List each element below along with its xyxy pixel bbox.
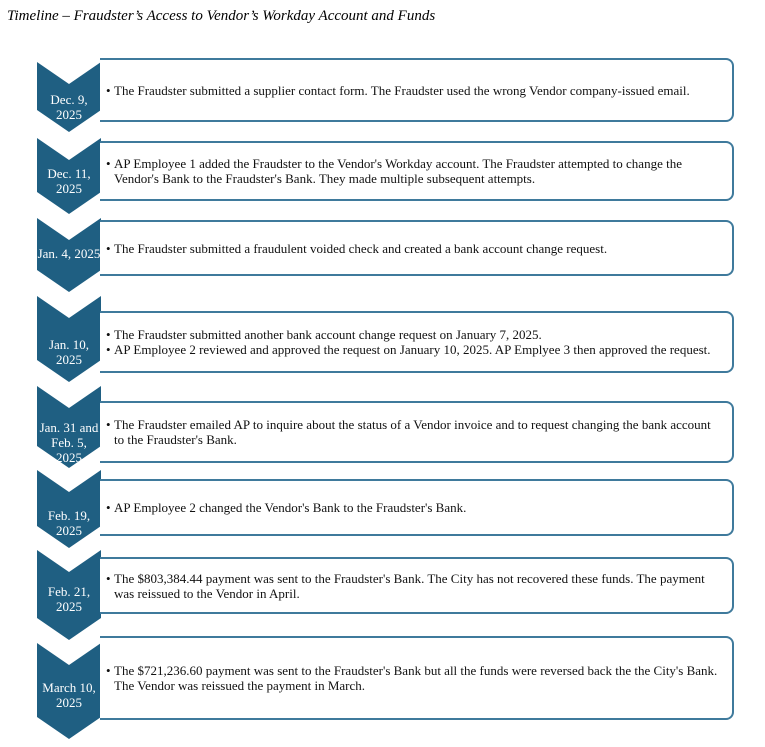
event-date: Jan. 10, 2025 [48, 337, 90, 367]
event-date: Feb. 19, 2025 [47, 508, 91, 538]
timeline-title: Timeline – Fraudster’s Access to Vendor’s Workday Account and Funds [7, 8, 436, 24]
event-item: • The Fraudster submitted a supplier contact form. The Fraudster used the wrong Vendor company-issued email. [106, 83, 724, 98]
event-date: Jan. 31 and Feb. 5, 2025 [39, 420, 99, 465]
event-item: • AP Employee 1 added the Fraudster to the Vendor's Workday account. The Fraudster attempted to change the Vendor's Bank to the Fraudster's Bank. They made multiple subsequent attempts. [106, 156, 724, 186]
event-box [100, 557, 734, 614]
event-date: Feb. 21, 2025 [47, 584, 91, 614]
event-item: • The Fraudster submitted another bank account change request on January 7, 2025. [106, 327, 724, 342]
event-date: Dec. 9, 2025 [50, 92, 88, 122]
event-box [100, 636, 734, 720]
event-item: • The $721,236.60 payment was sent to the Fraudster's Bank but all the funds were reversed back the the City's Bank. The Vendor was reissued the payment in March. [106, 663, 724, 693]
event-date: March 10, 2025 [42, 680, 96, 710]
event-box [100, 220, 734, 276]
event-box [100, 141, 734, 201]
event-item: • The $803,384.44 payment was sent to the Fraudster's Bank. The City has not recovered these funds. The payment was reissued to the Vendor in April. [106, 571, 724, 601]
event-item: • AP Employee 2 changed the Vendor's Bank to the Fraudster's Bank. [106, 500, 724, 515]
event-box [100, 401, 734, 463]
event-date: Dec. 11, 2025 [47, 166, 91, 196]
event-date: Jan. 4, 2025 [37, 246, 101, 261]
event-box [100, 58, 734, 122]
event-item: • AP Employee 2 reviewed and approved the request on January 10, 2025. AP Emplyee 3 then approved the request. [106, 342, 724, 357]
event-item: • The Fraudster emailed AP to inquire about the status of a Vendor invoice and to request changing the bank account to the Fraudster's Bank. [106, 417, 724, 447]
event-item: • The Fraudster submitted a fraudulent voided check and created a bank account change request. [106, 241, 724, 256]
event-box [100, 479, 734, 536]
event-box [100, 311, 734, 373]
